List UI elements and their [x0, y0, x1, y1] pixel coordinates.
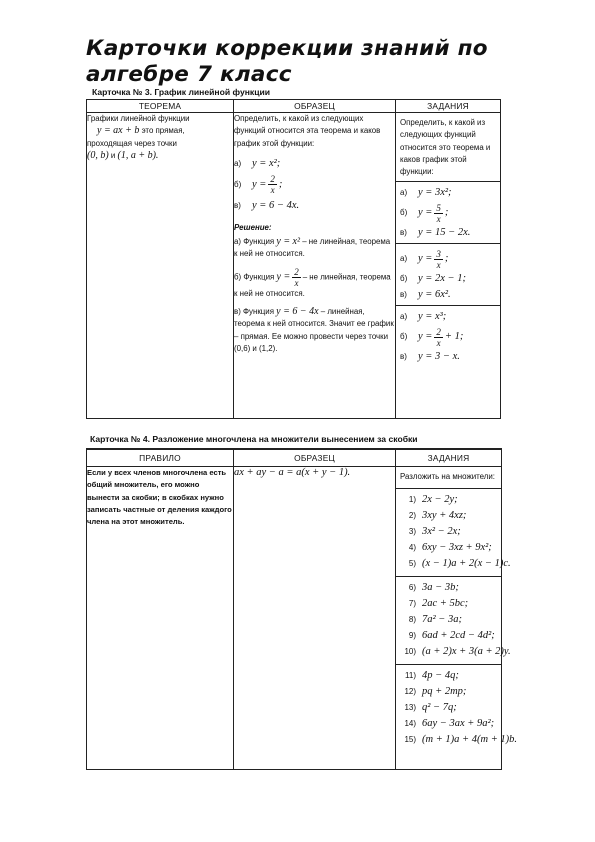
text-fragment: x [270, 185, 275, 196]
page-title-line-1: Карточки коррекции знаний по [86, 36, 488, 61]
task-item [396, 540, 499, 556]
task-item [396, 732, 518, 748]
task-item [396, 508, 499, 524]
text-fragment: 4) [408, 543, 416, 553]
text-fragment: 6ad + 2cd − 4d²; [422, 630, 495, 642]
text-fragment: 3) [408, 527, 416, 537]
text-fragment: y = x²; [252, 157, 281, 169]
theorem-line: и [110, 150, 116, 160]
sample-intro: Определить, к какой из следующих функций относится эта теорема и каков график этой функции: [234, 114, 381, 148]
text-fragment: (a + 2)x + 3(a + 2)y. [422, 646, 511, 658]
text-fragment: 4p − 4q; [422, 670, 459, 682]
text-fragment: 9) [408, 631, 416, 641]
task-item [400, 225, 498, 241]
text-fragment: 3x² − 2x; [422, 526, 461, 538]
text-fragment: y = [418, 331, 433, 343]
theorem-point: (1, a + b). [117, 149, 159, 161]
task-item [400, 201, 498, 225]
tasks-group-3 [396, 305, 500, 367]
text-fragment: 15) [404, 735, 416, 745]
card4-header-tasks: ЗАДАНИЯ [396, 449, 502, 467]
task-item [396, 580, 499, 596]
text-fragment: y = [252, 178, 267, 190]
text-fragment: 14) [404, 719, 416, 729]
text-fragment: 6) [408, 583, 416, 593]
text-fragment: б) Функция [234, 272, 275, 282]
theorem-point: (0, b) [87, 149, 109, 161]
tasks-intro: Определить, к какой из следующих функций относится это теорема и каков график этой функции: [400, 118, 491, 177]
theorem-line: Графики линейной функции [87, 114, 190, 123]
task-item [396, 612, 499, 628]
task-item [400, 287, 498, 303]
task-item [396, 716, 499, 732]
card3-theorem-cell [87, 113, 234, 419]
text-fragment: y = [276, 271, 291, 283]
task-item [396, 628, 499, 644]
text-fragment: 3xy + 4xz; [422, 510, 467, 522]
text-fragment: 1) [408, 495, 416, 505]
fraction [434, 327, 443, 348]
text-fragment: q² − 7q; [422, 702, 457, 714]
theorem-line: проходящая через точки [87, 138, 177, 148]
tasks-intro: Разложить на множители: [400, 472, 495, 481]
text-fragment: 2 [294, 266, 299, 277]
text-fragment: 2) [408, 511, 416, 521]
text-fragment: 3a − 3b; [422, 582, 459, 594]
text-fragment: а) Функция [234, 237, 275, 247]
fraction [434, 203, 443, 224]
text-fragment: – не линейная, теорема к ней не относится. [234, 272, 391, 298]
task-item [400, 271, 498, 287]
text-fragment: а) [400, 312, 408, 322]
card3-table [86, 99, 501, 419]
solution-c [234, 306, 395, 355]
rule-text: Если у всех членов многочлена есть общий множитель, его можно вынести за скобки; в скобках нужно записать частные от деления каждого члена на этот множитель. [87, 468, 232, 527]
text-fragment: 5 [436, 202, 441, 213]
sample-formula: ax + ay − a = a(x + y − 1). [234, 467, 351, 478]
text-fragment: 12) [404, 687, 416, 697]
page-title [86, 36, 506, 88]
text-fragment: 3 [436, 248, 441, 259]
text-fragment: б) [400, 332, 408, 342]
theorem-line: это прямая, [141, 126, 185, 136]
text-fragment: 7a² − 3a; [422, 614, 462, 626]
text-fragment: x [436, 259, 441, 270]
text-fragment: в) Функция [234, 307, 274, 317]
card3-caption: Карточка № 3. График линейной функции [92, 87, 271, 97]
card3-tasks-cell [396, 113, 501, 419]
text-fragment: ; [444, 207, 449, 219]
card3-theorem-text [87, 113, 233, 162]
sample-c [234, 198, 395, 214]
fraction [292, 267, 301, 288]
task-item [400, 185, 498, 201]
tasks-group-1 [396, 181, 500, 243]
text-fragment: pq + 2mp; [422, 686, 467, 698]
text-fragment: б) [400, 208, 408, 218]
fraction [268, 174, 277, 195]
text-fragment: 2x − 2y; [422, 494, 458, 506]
fraction [434, 249, 443, 270]
text-fragment: 5) [408, 559, 416, 569]
text-fragment: 2 [436, 326, 441, 337]
task-item [400, 247, 498, 271]
card4-tasks-cell [396, 467, 518, 770]
text-fragment: x [436, 337, 441, 348]
task-item [400, 349, 498, 365]
tasks-group-2 [396, 243, 500, 305]
text-fragment: в) [400, 352, 407, 362]
text-fragment: ; [278, 178, 283, 190]
task-item [400, 325, 498, 349]
text-fragment: 6xy − 3xz + 9x²; [422, 542, 492, 554]
text-fragment: 8) [408, 615, 416, 625]
text-fragment: y = x³; [418, 311, 447, 323]
text-fragment: y = 6 − 4x [276, 306, 319, 318]
solution-label: Решение: [234, 222, 272, 232]
text-fragment: (x − 1)a + 2(x − 1)c. [422, 558, 511, 570]
text-fragment: а) [400, 254, 408, 264]
text-fragment: y = 15 − 2x. [418, 227, 471, 239]
text-fragment: x [436, 213, 441, 224]
text-fragment: y = [418, 207, 433, 219]
text-fragment: а) [234, 158, 242, 168]
tasks-group-2 [396, 576, 511, 664]
card3-sample-cell [234, 113, 396, 419]
text-fragment: (m + 1)a + 4(m + 1)b. [422, 734, 518, 746]
text-fragment: а) [400, 188, 408, 198]
text-fragment: 6ay − 3ax + 9a²; [422, 718, 495, 730]
text-fragment: б) [400, 274, 408, 284]
task-item [396, 492, 499, 508]
card3-header-sample: ОБРАЗЕЦ [234, 100, 396, 113]
card4-caption: Карточка № 4. Разложение многочлена на множители вынесением за скобки [90, 434, 418, 444]
tasks-group-3 [396, 664, 518, 752]
solution-a [234, 236, 395, 261]
card4-sample-cell [234, 467, 396, 770]
card4-header-rule: ПРАВИЛО [87, 449, 234, 467]
task-item [396, 556, 511, 572]
sample-a [234, 156, 395, 172]
text-fragment: 2 [270, 174, 275, 185]
text-fragment: y = 3x²; [418, 187, 452, 199]
text-fragment: y = 2x − 1; [418, 273, 466, 285]
task-item [396, 668, 499, 684]
text-fragment: y = [418, 253, 433, 265]
text-fragment: в) [400, 228, 407, 238]
text-fragment: 2ac + 5bc; [422, 598, 469, 610]
text-fragment: 7) [408, 599, 416, 609]
sample-b [234, 172, 395, 198]
text-fragment: 10) [404, 647, 416, 657]
text-fragment: б) [234, 179, 242, 189]
page-title-line-2: алгебре 7 класс [86, 62, 292, 87]
text-fragment: в) [234, 200, 241, 210]
card3-header-theorem: ТЕОРЕМА [87, 100, 234, 113]
card4-rule-cell [87, 467, 234, 770]
card4-header-sample: ОБРАЗЕЦ [234, 449, 396, 467]
task-item [396, 684, 499, 700]
task-item [400, 309, 498, 325]
text-fragment: y = x² [276, 236, 300, 248]
tasks-group-1 [396, 488, 511, 576]
theorem-formula: y = ax + b [97, 125, 140, 137]
text-fragment: – линейная, теорема к ней относится. Значит ее график – прямая. Ее можно провести через точки (0,6) и (1,2). [234, 307, 394, 353]
text-fragment: ; [444, 253, 449, 265]
text-fragment: 13) [404, 703, 416, 713]
text-fragment: y = 6 − 4x. [252, 199, 300, 211]
card3-header-tasks: ЗАДАНИЯ [396, 100, 501, 113]
task-item [396, 596, 499, 612]
solution-b [234, 267, 395, 300]
card4-table [86, 448, 518, 770]
task-item [396, 700, 499, 716]
task-item [396, 524, 499, 540]
text-fragment: в) [400, 290, 407, 300]
task-item [396, 644, 511, 660]
text-fragment: y = 6x². [418, 289, 451, 301]
text-fragment: + 1; [444, 331, 464, 343]
text-fragment: 11) [405, 671, 416, 681]
text-fragment: – не линейная, теорема к ней не относится. [234, 237, 391, 259]
text-fragment: y = 3 − x. [418, 351, 460, 363]
text-fragment: x [294, 277, 299, 288]
